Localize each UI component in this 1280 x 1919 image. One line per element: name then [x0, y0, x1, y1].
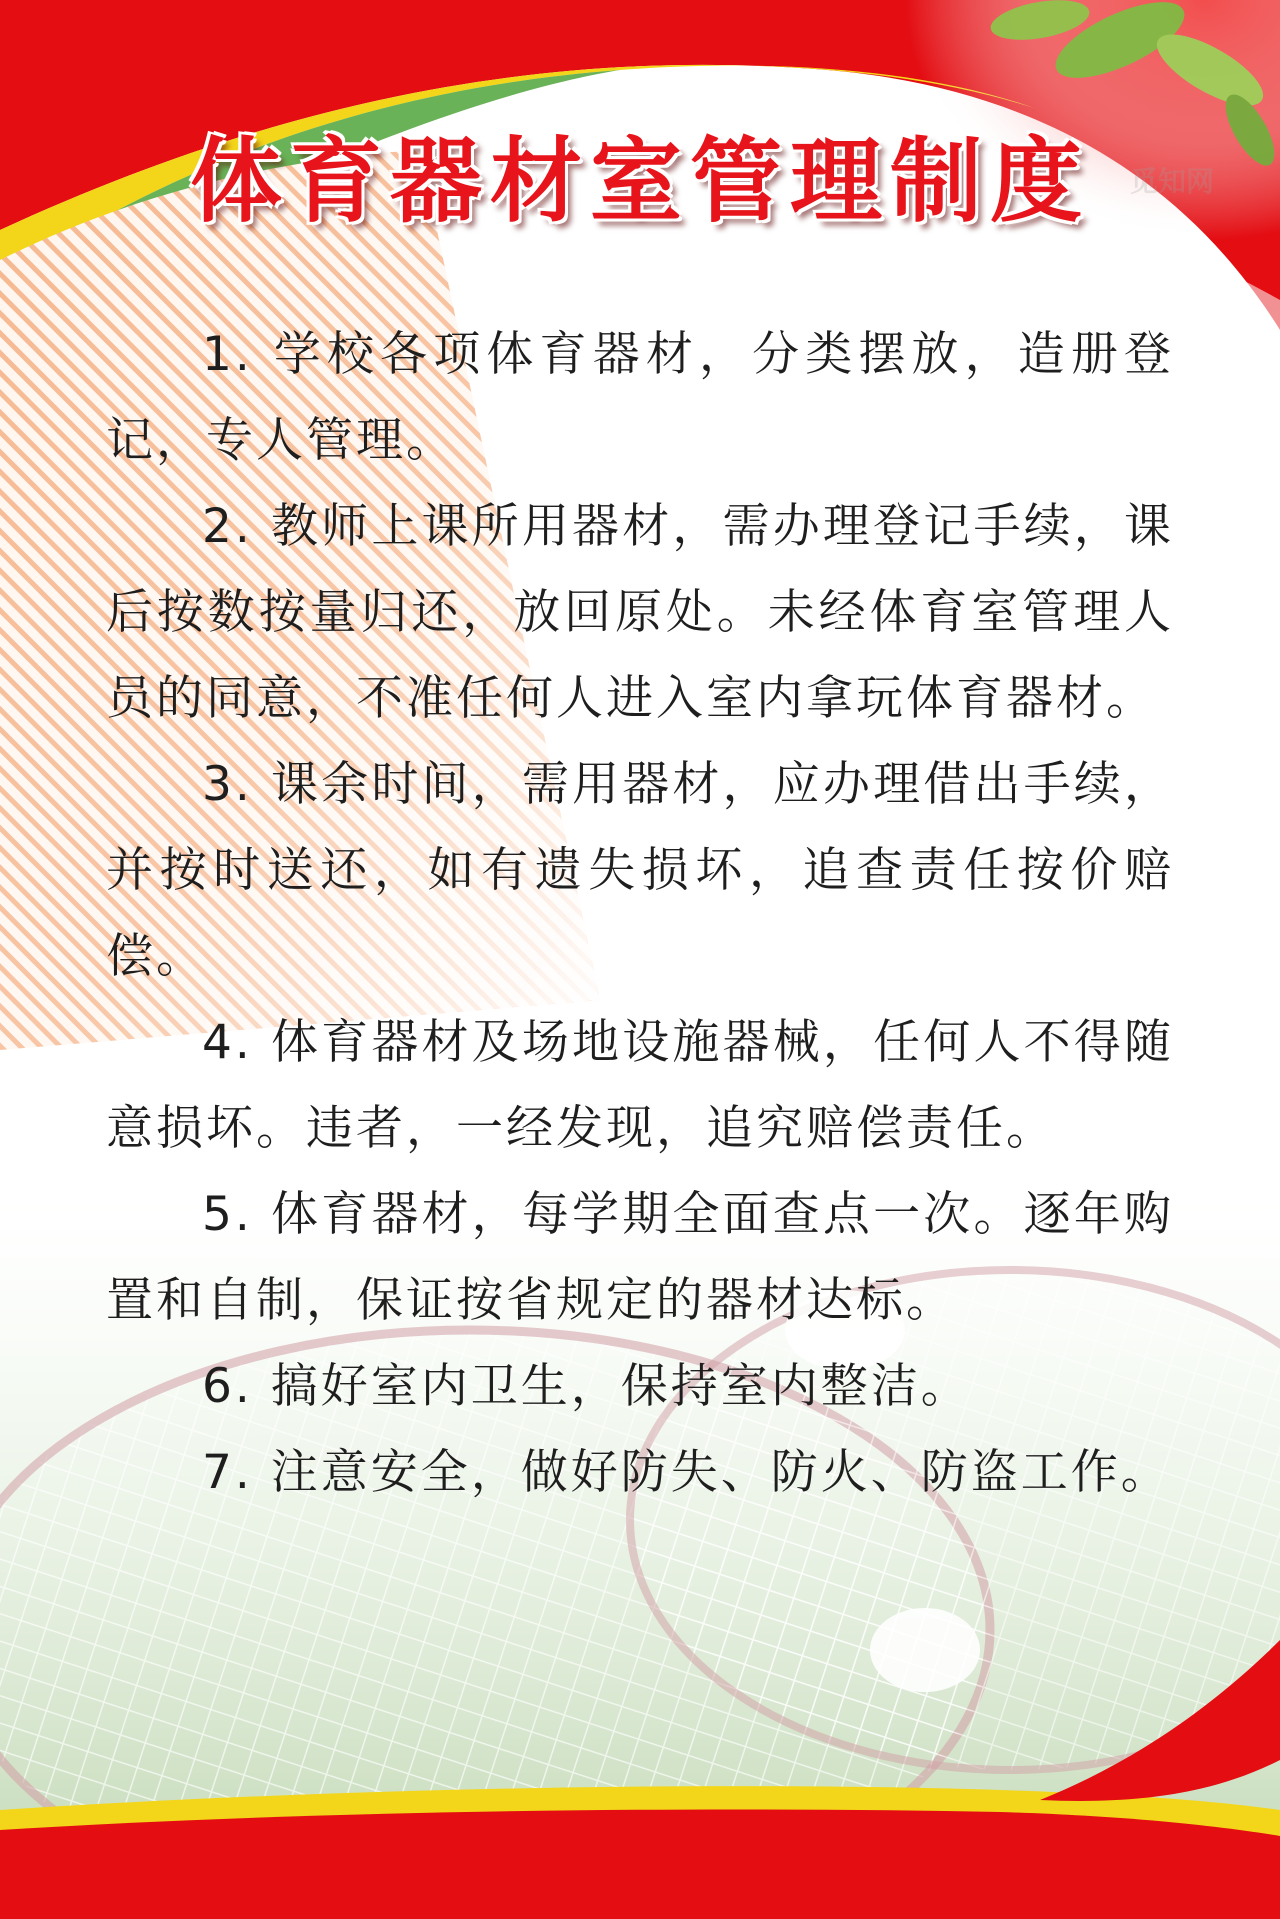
rule-item: 1. 学校各项体育器材，分类摆放，造册登记，专人管理。 — [106, 327, 1174, 468]
rule-item: 7. 注意安全，做好防失、防火、防盗工作。 — [202, 1445, 1171, 1500]
rule-item: 2. 教师上课所用器材，需办理登记手续，课后按数按量归还，放回原处。未经体育室管理人员的同意，不准任何人进入室内拿玩体育器材。 — [106, 499, 1174, 726]
rules-list — [106, 312, 1174, 1516]
rule-item: 3. 课余时间，需用器材，应办理借出手续，并按时送还，如有遗失损坏，追查责任按价赔偿。 — [106, 757, 1174, 984]
rule-item: 4. 体育器材及场地设施器械，任何人不得随意损坏。违者，一经发现，追究赔偿责任。 — [106, 1015, 1174, 1156]
page-title: 体育器材室管理制度 — [189, 128, 1090, 235]
rule-item: 6. 搞好室内卫生，保持室内整洁。 — [202, 1359, 971, 1414]
rule-item: 5. 体育器材，每学期全面查点一次。逐年购置和自制，保证按省规定的器材达标。 — [106, 1187, 1174, 1328]
watermark: 觅知网 — [1130, 165, 1215, 198]
